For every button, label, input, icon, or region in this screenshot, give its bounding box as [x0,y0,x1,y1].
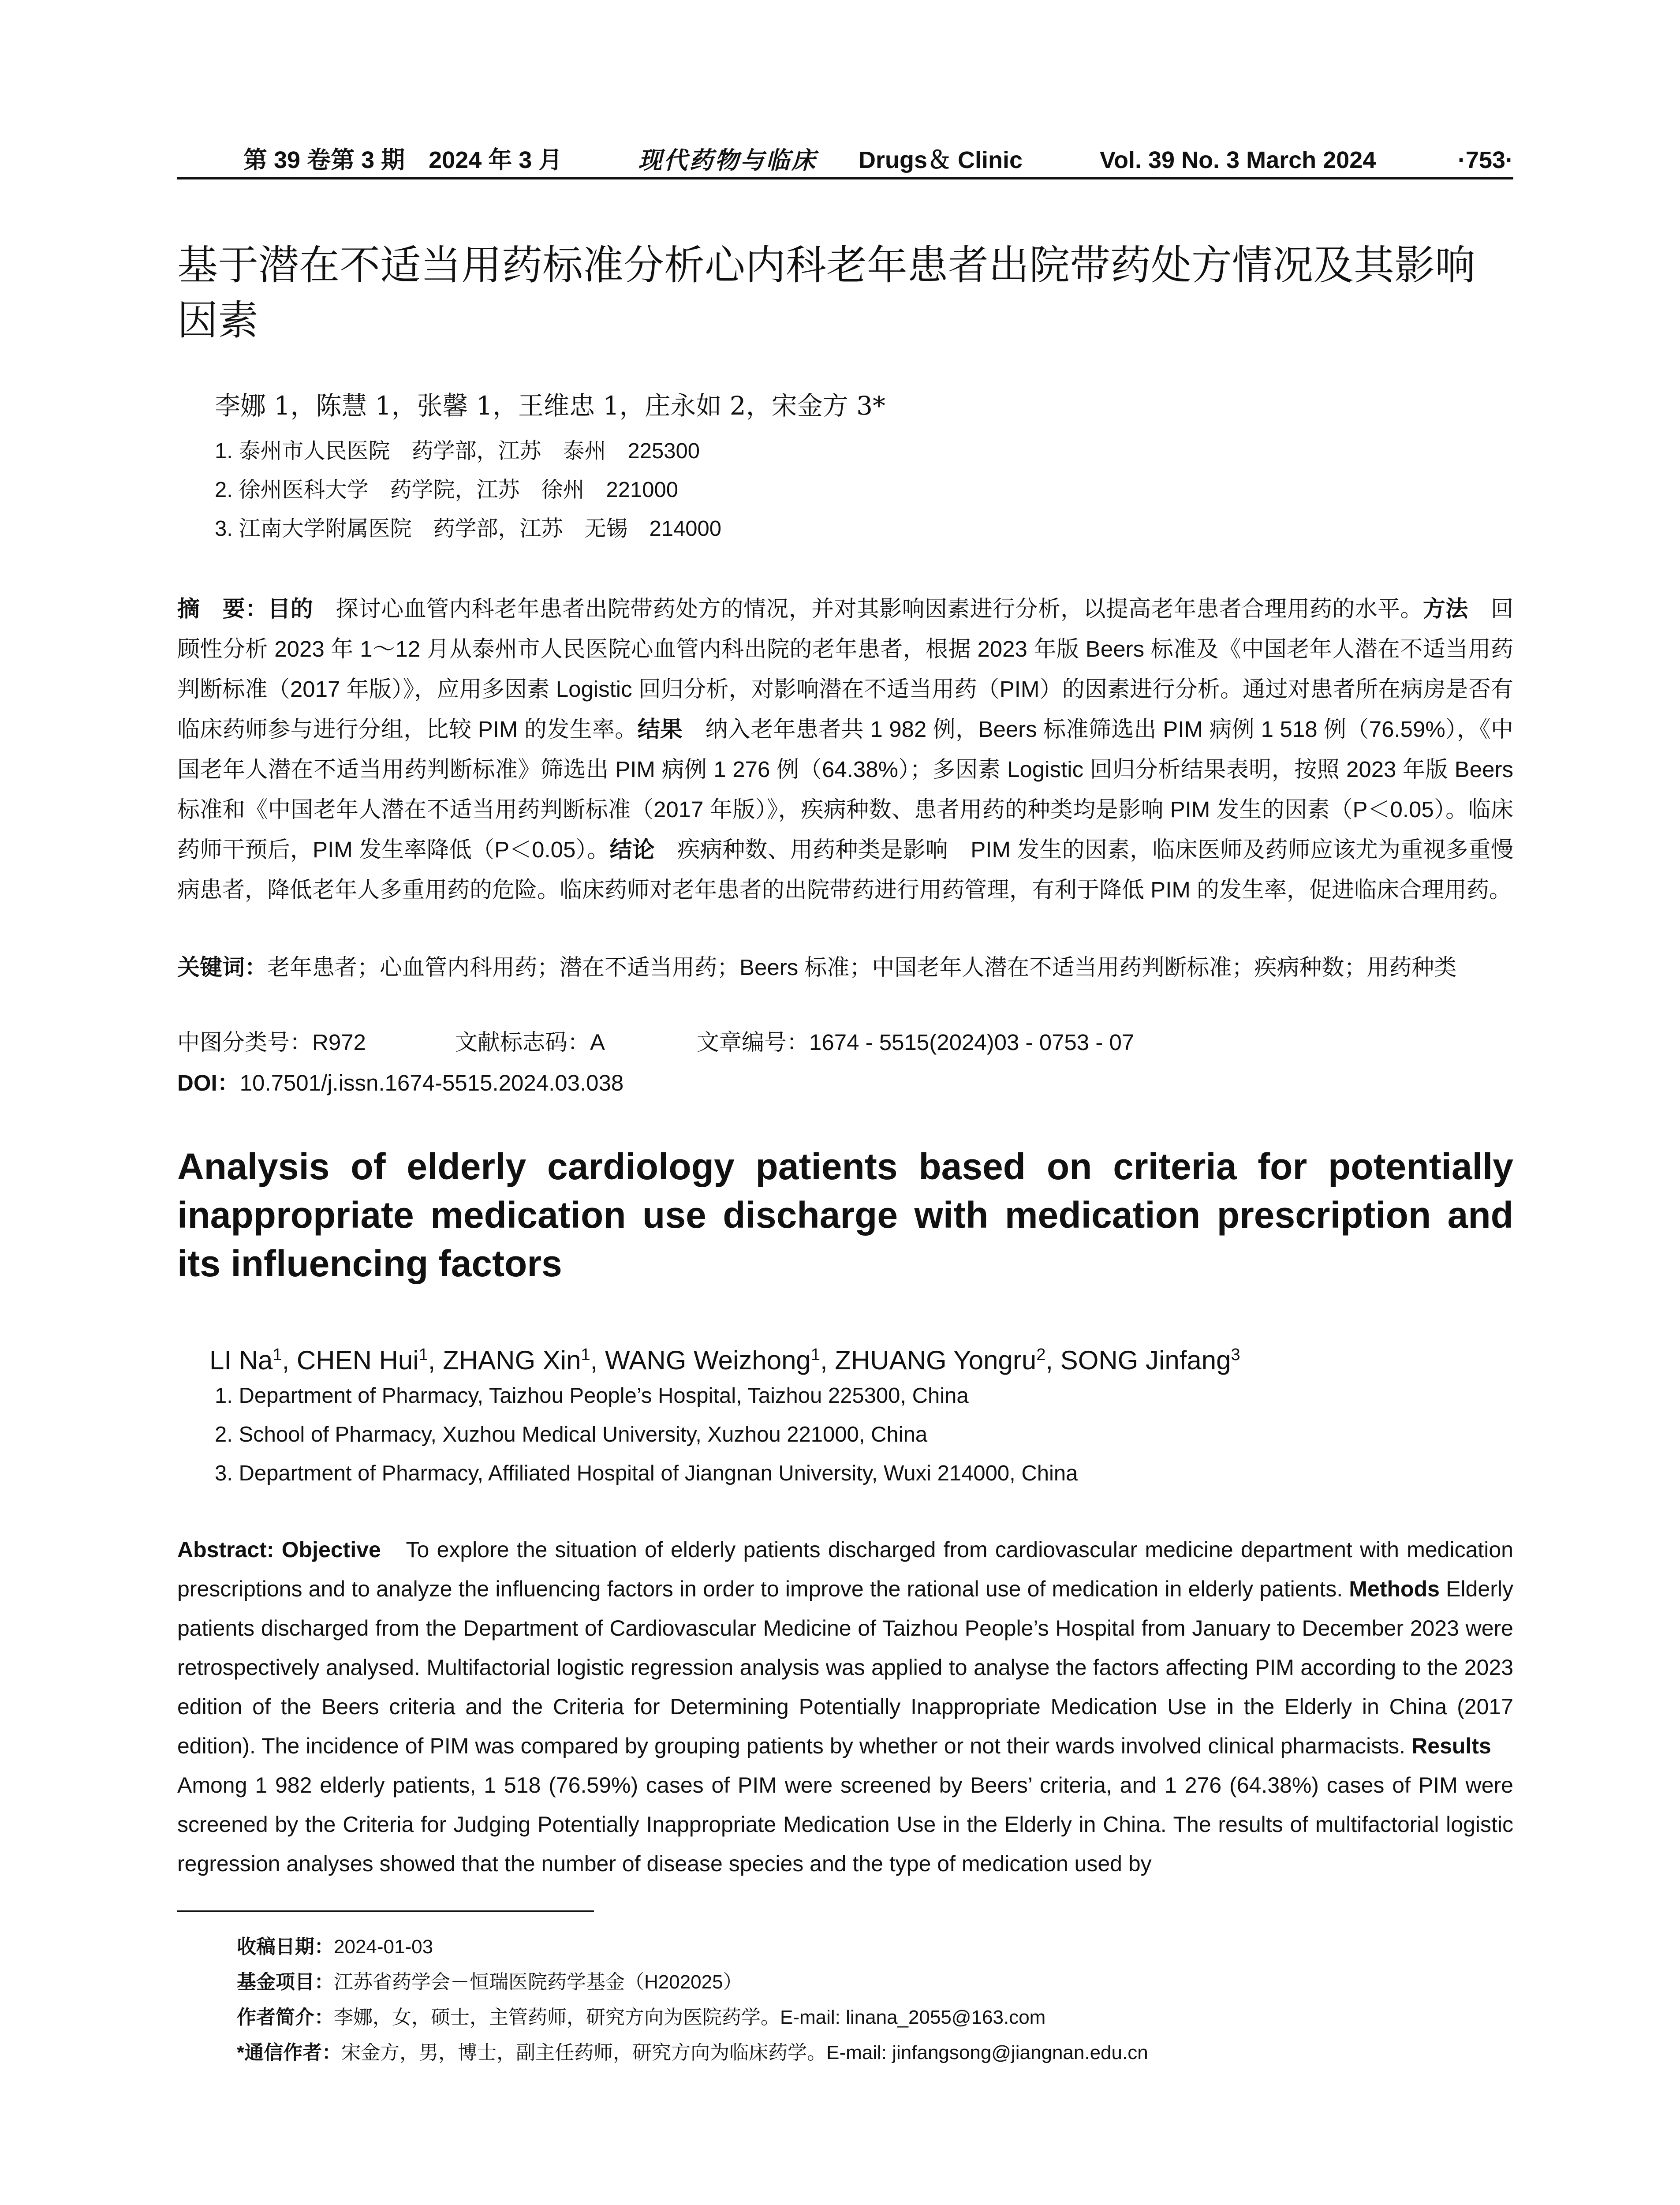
objective-label: 目的 [268,596,314,621]
methods-label: 方法 [1422,596,1468,621]
author-affiliation-mark: 1 [581,1345,590,1364]
doi-line [177,1063,623,1103]
chinese-abstract [177,589,1513,910]
header-journal-en: Drugs＆ Clinic [859,147,1023,173]
english-affiliation: 1. Department of Pharmacy, Taizhou People’s Hospital, Taizhou 225300, China [215,1384,969,1408]
doi-link[interactable]: 10.7501/j.issn.1674-5515.2024.03.038 [239,1070,624,1095]
footnote-rule [177,1910,594,1912]
conclusion-label: 结论 [609,837,655,862]
english-authors: LI Na$^1$, CHEN Hui$^1$, ZHANG Xin$^1$, WANG Weizhong$^1$, ZHUANG Yongru$^2$, SONG Jinfang$^3$ [209,1345,1240,1375]
chinese-affiliation: 2. 徐州医科大学 药学院，江苏 徐州 221000 [215,478,678,502]
results-label: 结果 [637,717,683,742]
methods-text: 回顾性分析 2023 年 1～12 月从泰州市人民医院心血管内科出院的老年患者，根据 2023 年版 Beers 标准及《中国老年人潜在不适当用药判断标准（2017 年版）》，应用多因素 Logistic 回归分析，对影响潜在不适当用药（PIM）的因素进行分析。通过对患者所在病房是否有临床药师参与进行分组，比较 PIM 的发生率。 [177,596,1513,742]
footnote-label: *通信作者： [237,2042,342,2063]
author-affiliation-mark: 1 [273,1345,282,1364]
footnote-text: 2024-01-03 [334,1936,433,1958]
footnote-label: 收稿日期： [237,1936,334,1958]
author-affiliation-mark: 1 [418,1345,428,1364]
header-volume-en: Vol. 39 No. 3 March 2024 [1100,147,1376,173]
english-title: Analysis of elderly cardiology patients based on criteria for potentially inappropriate medication use discharge with medication prescription and its influencing factors [177,1146,1513,1284]
chinese-title: 基于潜在不适当用药标准分析心内科老年患者出院带药处方情况及其影响因素 [177,243,1476,343]
header-volume-cn: 第 39 卷第 3 期 2024 年 3 月 [243,147,563,173]
footnote-text: 江苏省药学会－恒瑞医院药学基金（H202025） [334,1971,743,1993]
english-abstract [177,1530,1513,1884]
methods-label: Methods [1349,1577,1440,1601]
methods-text: Elderly patients discharged from the Department of Cardiovascular Medicine of Taizhou People’s Hospital from January to December 2023 were retrospectively analysed. Multifactorial logistic regression analysis was applied to analyse the factors affecting PIM according to the 2023 edition of the Beers criteria and the Criteria for Determining Potentially Inappropriate Medication Use in the Elderly in China (2017 edition). The incidence of PIM was compared by grouping patients by whether or not their wards involved clinical pharmacists. [177,1577,1513,1758]
objective-text: 探讨心血管内科老年患者出院带药处方的情况，并对其影响因素进行分析，以提高老年患者合理用药的水平。 [313,596,1423,621]
footnote-text: 李娜，女，硕士，主管药师，研究方向为医院药学。E-mail: linana_2055@163.com [334,2007,1046,2028]
author-name: ZHANG Xin [443,1345,581,1375]
footnote-corresponding [237,2035,1148,2070]
footnotes [237,1929,1148,2070]
header-rule [177,177,1513,179]
footnote-author-bio [237,2000,1148,2035]
author-affiliation-mark: 2 [1036,1345,1046,1364]
running-header [177,140,1513,180]
author-affiliation-mark: 1 [810,1345,820,1364]
conclusion-text: 疾病种数、用药种类是影响 PIM 发生的因素，临床医师及药师应该尤为重视多重慢病患者，降低老年人多重用药的危险。临床药师对老年患者的出院带药进行用药管理，有利于降低 PIM 的发生率，促进临床合理用药。 [177,837,1513,902]
english-affiliation: 3. Department of Pharmacy, Affiliated Hospital of Jiangnan University, Wuxi 214000, China [215,1461,1078,1485]
footnote-received [237,1929,1148,1965]
results-label: Results [1411,1734,1491,1758]
author-name: LI Na [209,1345,273,1375]
author-name: SONG Jinfang [1060,1345,1231,1375]
footnote-funding [237,1965,1148,2000]
header-journal-cn: 现代药物与临床 [638,146,817,174]
article-number: 文章编号：1674 - 5515(2024)03 - 0753 - 07 [697,1030,1135,1055]
author-name: ZHUANG Yongru [835,1345,1037,1375]
footnote-text: 宋金方，男，博士，副主任药师，研究方向为临床药学。E-mail: jinfangsong@jiangnan.edu.cn [341,2042,1148,2063]
doi-label: DOI： [177,1070,240,1095]
author-name: WANG Weizhong [605,1345,811,1375]
footnote-label: 作者简介： [237,2007,334,2028]
objective-text: To explore the situation of elderly patients discharged from cardiovascular medicine department with medication prescriptions and to analyze the influencing factors in order to improve the rational use of medication in elderly patients. [177,1537,1513,1601]
clc-number: 中图分类号：R972 [177,1030,366,1055]
header-page-number: ·753· [1457,147,1513,173]
footnote-label: 基金项目： [237,1971,334,1993]
abstract-objective-label: Abstract: Objective [177,1537,381,1562]
results-text: Among 1 982 elderly patients, 1 518 (76.59%) cases of PIM were screened by Beers’ criteria, and 1 276 (64.38%) cases of PIM were screened by the Criteria for Judging Potentially Inappropriate Medication Use in the Elderly in China. The results of multifactorial logistic regression analyses showed that the number of disease species and the type of medication used by [177,1734,1514,1876]
chinese-affiliation: 3. 江南大学附属医院 药学部，江苏 无锡 214000 [215,517,721,541]
author-affiliation-mark: 3 [1231,1345,1240,1364]
keywords-label: 关键词： [177,955,268,980]
abstract-label: 摘 要： [177,596,268,621]
chinese-keywords [177,947,1513,987]
chinese-authors: 李娜 1，陈慧 1，张馨 1，王维忠 1，庄永如 2，宋金方 3* [215,391,886,421]
author-name: CHEN Hui [296,1345,419,1375]
english-affiliation: 2. School of Pharmacy, Xuzhou Medical University, Xuzhou 221000, China [215,1423,928,1446]
results-text: 纳入老年患者共 1 982 例，Beers 标准筛选出 PIM 病例 1 518 例（76.59%），《中国老年人潜在不适当用药判断标准》筛选出 PIM 病例 1 276 例（64.38%）；多因素 Logistic 回归分析结果表明，按照 2023 年版 Beers 标准和《中国老年人潜在不适当用药判断标准（2017 年版）》，疾病种数、患者用药的种类均是影响 PIM 发生的因素（P＜0.05）。临床药师干预后，PIM 发生率降低（P＜0.05）。 [177,717,1513,862]
document-code: 文献标志码：A [455,1030,605,1055]
chinese-affiliation: 1. 泰州市人民医院 药学部，江苏 泰州 225300 [215,439,700,463]
keywords-text: 老年患者；心血管内科用药；潜在不适当用药；Beers 标准；中国老年人潜在不适当用药判断标准；疾病种数；用药种类 [267,955,1457,980]
